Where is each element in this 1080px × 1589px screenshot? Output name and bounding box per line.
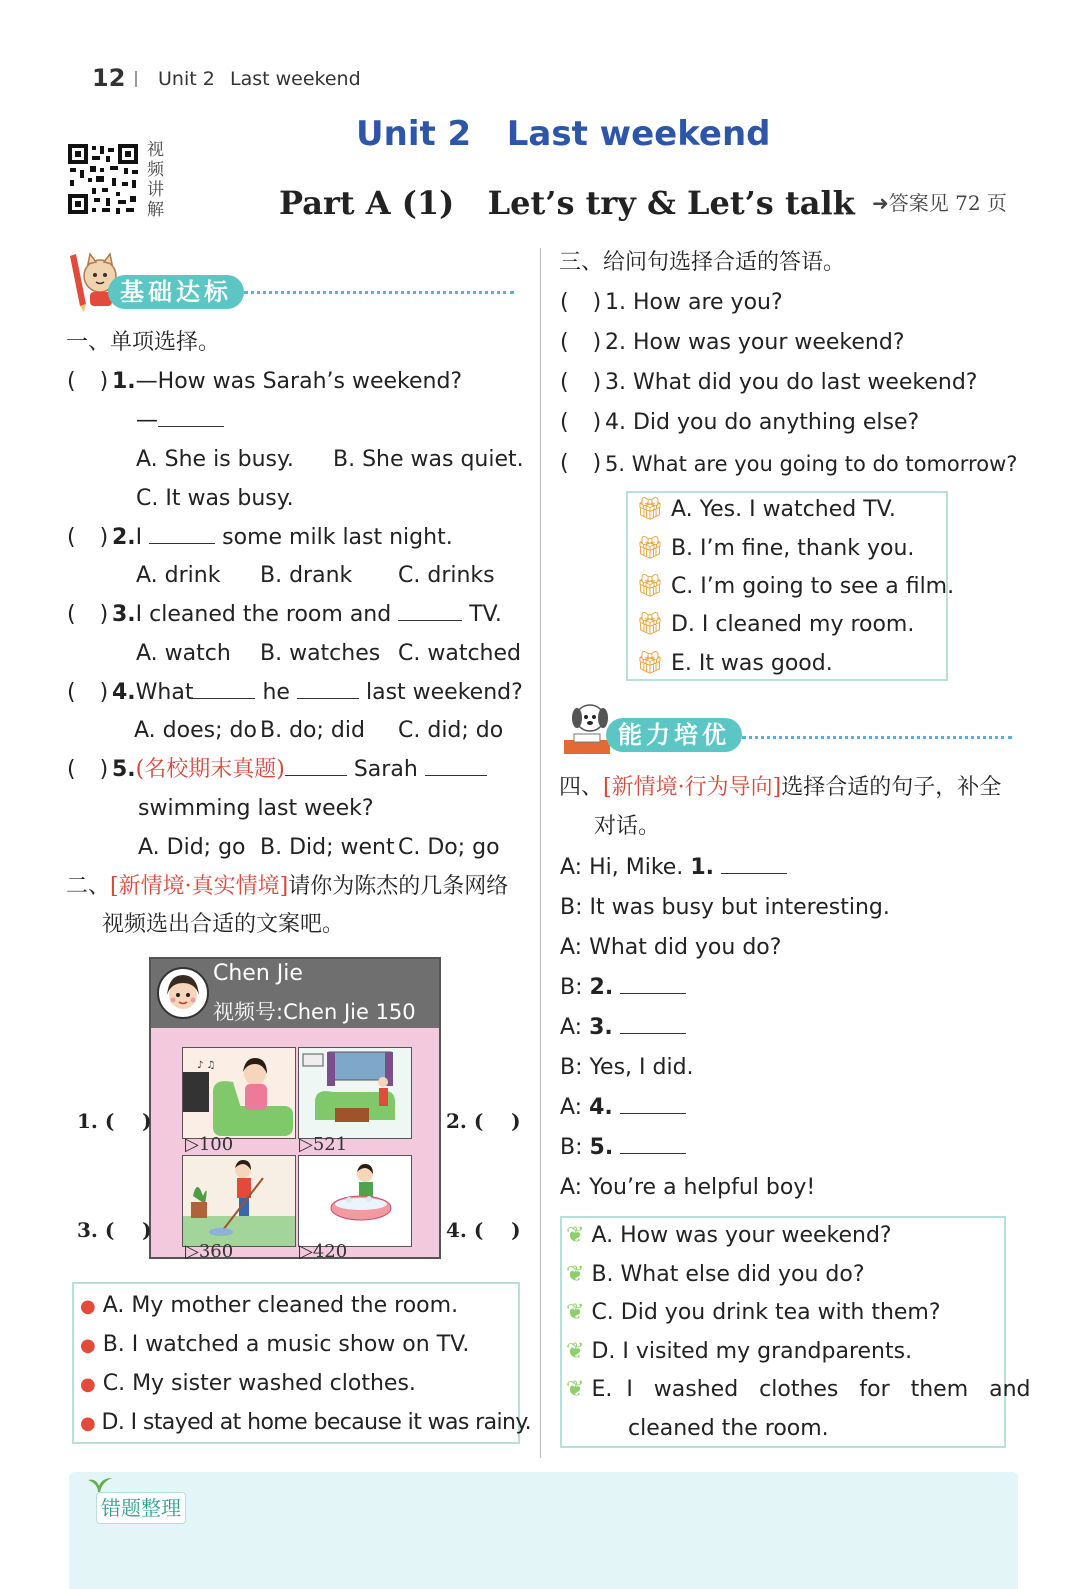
q1-2-option-b[interactable]: B. drank — [260, 563, 353, 588]
video-views-4: ▷420 — [299, 1241, 348, 1262]
q1-2-question: 2.I some milk last night. — [112, 525, 453, 550]
q1-1-option-c[interactable]: C. It was busy. — [136, 486, 294, 511]
dialog-blank-2[interactable] — [620, 973, 686, 994]
dialog-line-3: A: What did you do? — [560, 935, 782, 960]
header-unit: Unit 2 — [158, 68, 215, 90]
q1-2-option-c[interactable]: C. drinks — [398, 563, 495, 588]
unit-title: Unit 2 Last weekend — [356, 114, 771, 154]
video-author-name: Chen Jie — [213, 961, 303, 986]
video-answer-2[interactable]: 2. ( ) — [446, 1109, 521, 1133]
q1-4-option-b[interactable]: B. do; did — [260, 718, 365, 743]
q3-answer-a[interactable]: 🎁︎ A. Yes. I watched TV. — [636, 497, 896, 522]
gift-icon: 🎁︎ — [636, 497, 664, 522]
dialog-line-4: B: 2. — [560, 973, 686, 1003]
q1-3-option-a[interactable]: A. watch — [136, 641, 231, 666]
banner-dots — [244, 291, 514, 294]
dialog-blank-3[interactable] — [620, 1013, 686, 1034]
video-thumb-2[interactable] — [298, 1047, 412, 1139]
q1-3-option-c[interactable]: C. watched — [398, 641, 521, 666]
q3-question-1: 1. How are you? — [605, 290, 783, 315]
q1-1-option-b[interactable]: B. She was quiet. — [333, 447, 524, 472]
q1-5-paren[interactable]: ( ) — [67, 757, 109, 782]
leaf-icon: ❦ — [566, 1262, 585, 1287]
gift-icon: 🎁︎ — [636, 651, 664, 676]
dialog-line-9: A: You’re a helpful boy! — [560, 1175, 816, 1200]
q4-option-b[interactable]: ❦ B. What else did you do? — [566, 1262, 865, 1287]
dialog-line-1: A: Hi, Mike. 1. — [560, 853, 787, 883]
q1-4-paren[interactable]: ( ) — [67, 680, 109, 705]
q4-option-e[interactable]: ❦ E. I washed clothes for them and — [566, 1377, 1031, 1402]
q3-answer-c[interactable]: 🎁︎ C. I’m going to see a film. — [636, 574, 955, 599]
mistake-notes-label: 错题整理 — [96, 1492, 186, 1524]
video-views-2: ▷521 — [299, 1134, 348, 1155]
dialog-line-2: B: It was busy but interesting. — [560, 895, 890, 920]
q2-heading: 二、[新情境·真实情境]请你为陈杰的几条网络 — [66, 874, 509, 899]
q3-answer-e[interactable]: 🎁︎ E. It was good. — [636, 651, 833, 676]
video-channel: 视频号:Chen Jie 150 — [213, 1000, 416, 1024]
dialog-line-7: A: 4. — [560, 1093, 686, 1123]
sprout-icon — [84, 1476, 114, 1492]
q1-4-option-c[interactable]: C. did; do — [398, 718, 504, 743]
q2-option-d[interactable]: ● D. I stayed at home because it was rainy. — [80, 1410, 531, 1435]
qr-code[interactable] — [66, 142, 140, 216]
q1-5-option-c[interactable]: C. Do; go — [398, 835, 500, 860]
q3-question-3: 3. What did you do last weekend? — [605, 370, 978, 395]
q1-1-paren[interactable]: ( ) — [67, 369, 109, 394]
video-answer-3[interactable]: 3. ( ) — [77, 1218, 152, 1242]
q1-heading: 一、单项选择。 — [66, 330, 221, 355]
q1-3-question: 3.I cleaned the room and TV. — [112, 602, 502, 627]
qr-label: 视频讲解 — [147, 140, 164, 220]
dialog-blank-4[interactable] — [620, 1093, 686, 1114]
q1-5-option-b[interactable]: B. Did; went — [260, 835, 395, 860]
q3-answer-d[interactable]: 🎁︎ D. I cleaned my room. — [636, 612, 915, 637]
q1-5-question: 5.(名校期末真题) Sarah — [112, 755, 487, 785]
dialog-line-5: A: 3. — [560, 1013, 686, 1043]
strawberry-icon: ● — [80, 1413, 96, 1434]
page-number: 12 — [92, 64, 126, 92]
video-thumb-1[interactable] — [182, 1047, 296, 1139]
q1-4-option-a[interactable]: A. does; do — [134, 718, 257, 743]
banner-dots-2 — [742, 736, 1012, 739]
video-panel — [149, 957, 441, 1262]
q3-question-2: 2. How was your weekend? — [605, 330, 905, 355]
svg-text:♪ ♫: ♪ ♫ — [197, 1060, 216, 1071]
q2-option-c[interactable]: ● C. My sister washed clothes. — [80, 1371, 416, 1396]
q1-4-question: 4.What he last weekend? — [112, 680, 523, 705]
mistake-notes-area[interactable] — [69, 1472, 1018, 1589]
gift-icon: 🎁︎ — [636, 612, 664, 637]
q3-answer-b[interactable]: 🎁︎ B. I’m fine, thank you. — [636, 536, 915, 561]
q4-option-c[interactable]: ❦ C. Did you drink tea with them? — [566, 1300, 941, 1325]
q2-option-a[interactable]: ● A. My mother cleaned the room. — [80, 1293, 459, 1318]
dialog-blank-5[interactable] — [620, 1133, 686, 1154]
q1-2-option-a[interactable]: A. drink — [136, 563, 221, 588]
leaf-icon: ❦ — [566, 1300, 585, 1325]
gift-icon: 🎁︎ — [636, 574, 664, 599]
q2-heading-2: 视频选出合适的文案吧。 — [102, 912, 345, 937]
video-answer-1[interactable]: 1. ( ) — [77, 1109, 152, 1133]
q1-3-option-b[interactable]: B. watches — [260, 641, 381, 666]
q1-3-paren[interactable]: ( ) — [67, 602, 109, 627]
header-divider — [135, 71, 137, 87]
q3-paren-4[interactable]: ( ) — [560, 410, 602, 435]
q4-option-e-line2: cleaned the room. — [628, 1416, 829, 1441]
q3-paren-5[interactable]: ( ) — [560, 451, 602, 476]
strawberry-icon: ● — [80, 1335, 96, 1356]
strawberry-icon: ● — [80, 1374, 96, 1395]
q4-heading: 四、[新情境·行为导向]选择合适的句子，补全 — [559, 775, 1002, 800]
video-views-1: ▷100 — [185, 1134, 234, 1155]
gift-icon: 🎁︎ — [636, 536, 664, 561]
header-unit-title: Last weekend — [230, 68, 361, 90]
q1-5-option-a[interactable]: A. Did; go — [138, 835, 246, 860]
q1-2-paren[interactable]: ( ) — [67, 525, 109, 550]
q4-option-d[interactable]: ❦ D. I visited my grandparents. — [566, 1339, 913, 1364]
dialog-line-6: B: Yes, I did. — [560, 1055, 694, 1080]
q1-1-answer-line[interactable]: — — [136, 406, 224, 436]
q3-paren-3[interactable]: ( ) — [560, 370, 602, 395]
arrow-right-icon: ➜ — [872, 191, 889, 215]
strawberry-icon: ● — [80, 1296, 96, 1317]
section-banner-advanced: 能力培优 — [606, 718, 742, 752]
section-banner-basic: 基础达标 — [108, 275, 244, 309]
answer-ref — [872, 188, 1007, 218]
dialog-line-8: B: 5. — [560, 1133, 686, 1163]
q1-1-option-a[interactable]: A. She is busy. — [136, 447, 294, 472]
video-answer-4[interactable]: 4. ( ) — [446, 1218, 521, 1242]
q1-1-question: 1.—How was Sarah’s weekend? — [112, 369, 463, 394]
part-title: Part A (1) Let’s try & Let’s talk — [279, 184, 855, 222]
q2-option-b[interactable]: ● B. I watched a music show on TV. — [80, 1332, 470, 1357]
q1-5-line2: swimming last week? — [138, 796, 374, 821]
video-thumb-4[interactable] — [298, 1155, 412, 1247]
q3-paren-2[interactable]: ( ) — [560, 330, 602, 355]
q3-question-5: 5. What are you going to do tomorrow? — [605, 452, 1018, 476]
avatar[interactable] — [157, 967, 209, 1019]
column-divider — [540, 248, 541, 1458]
video-thumb-3[interactable] — [182, 1155, 296, 1247]
leaf-icon: ❦ — [566, 1339, 585, 1364]
q4-option-a[interactable]: ❦ A. How was your weekend? — [566, 1223, 892, 1248]
q3-paren-1[interactable]: ( ) — [560, 290, 602, 315]
q4-heading-2: 对话。 — [594, 814, 661, 839]
q3-heading: 三、给问句选择合适的答语。 — [559, 250, 846, 275]
dialog-blank-1[interactable] — [721, 853, 787, 874]
q3-question-4: 4. Did you do anything else? — [605, 410, 920, 435]
answer-ref-text: 答案见 72 页 — [888, 191, 1007, 215]
leaf-icon: ❦ — [566, 1377, 585, 1402]
leaf-icon: ❦ — [566, 1223, 585, 1248]
video-views-3: ▷360 — [185, 1241, 234, 1262]
